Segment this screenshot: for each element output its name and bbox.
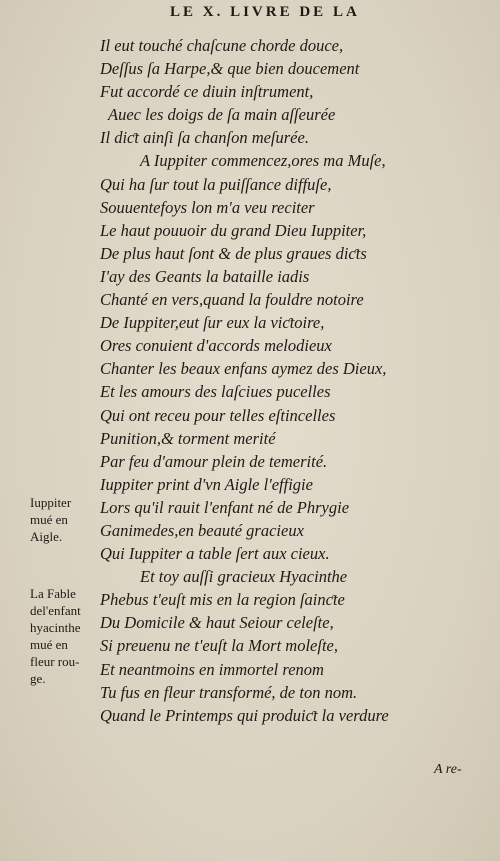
poem-line: Du Domicile & haut Seiour celeſte, xyxy=(100,613,334,633)
poem-line: Qui Iuppiter a table ſert aux cieux. xyxy=(100,544,330,564)
poem-line: Quand le Printemps qui produiƈt la verdure xyxy=(100,705,389,725)
poem-line: Iuppiter print d'vn Aigle l'effigie xyxy=(100,474,313,494)
poem-line: Auec les doigs de ſa main aſſeurée xyxy=(108,105,336,125)
poem-line: Par feu d'amour plein de temerité. xyxy=(100,451,328,471)
poem-line: Et les amours des laſciues pucelles xyxy=(100,382,331,402)
poem-line: I'ay des Geants la bataille iadis xyxy=(100,266,310,286)
poem-line: Punition,& torment merité xyxy=(100,428,276,448)
poem-line: Chanter les beaux enfans aymez des Dieux, xyxy=(100,359,387,379)
margin-note-line: mué en xyxy=(30,637,68,652)
poem-line: Deſſus ſa Harpe,& que bien doucement xyxy=(100,59,360,79)
poem-line: A Iuppiter commencez,ores ma Muſe, xyxy=(140,151,386,171)
poem-line: De plus haut ſont & de plus graues diƈts xyxy=(100,243,367,263)
poem-line: Et toy auſſi gracieux Hyacinthe xyxy=(140,567,348,587)
poem-line: Tu fus en fleur transformé, de ton nom. xyxy=(100,682,358,702)
poem-line: Lors qu'il rauit l'enfant né de Phrygie xyxy=(100,497,350,517)
margin-note-line: hyacinthe xyxy=(30,620,81,635)
poem-line: Il diƈt ainſi ſa chanſon meſurée. xyxy=(100,128,309,148)
margin-note-hyacinth xyxy=(30,585,110,687)
poem-line: Il eut touché chaſcune chorde douce, xyxy=(100,36,344,55)
margin-note-line: mué en xyxy=(30,512,68,527)
margin-note-line: Aigle. xyxy=(30,529,63,544)
margin-note-line: fleur rou- xyxy=(30,654,80,669)
margin-note-line: ge. xyxy=(30,671,46,686)
poem-line: Et neantmoins en immortel renom xyxy=(100,659,324,679)
poem-line: Qui ha ſur tout la puiſſance diffuſe, xyxy=(100,174,332,194)
margin-note-line: La Fable xyxy=(30,586,76,601)
poem-text xyxy=(100,34,480,727)
poem-line: Souuentefoys lon m'a veu reciter xyxy=(100,197,315,217)
poem-line: Si preuenu ne t'euſt la Mort moleſte, xyxy=(100,636,338,656)
catchword: A re- xyxy=(434,762,462,777)
poem-line: Ganimedes,en beauté gracieux xyxy=(100,520,304,540)
poem-line: De Iuppiter,eut ſur eux la viƈtoire, xyxy=(100,313,325,333)
margin-note-line: Iuppiter xyxy=(30,495,72,510)
poem-line: Le haut pouuoir du grand Dieu Iuppiter, xyxy=(100,220,367,240)
running-header: LE X. LIVRE DE LA xyxy=(170,4,360,20)
poem-line: Chanté en vers,quand la fouldre notoire xyxy=(100,290,364,310)
margin-note-line: del'enfant xyxy=(30,603,81,618)
margin-note-jupiter xyxy=(30,494,110,545)
poem-line: Phebus t'euſt mis en la region ſainƈte xyxy=(100,590,345,610)
poem-line: Qui ont receu pour telles eſtincelles xyxy=(100,405,336,425)
poem-line: Fut accordé ce diuin inſtrument, xyxy=(100,82,314,102)
poem-line: Ores conuient d'accords melodieux xyxy=(100,336,332,356)
